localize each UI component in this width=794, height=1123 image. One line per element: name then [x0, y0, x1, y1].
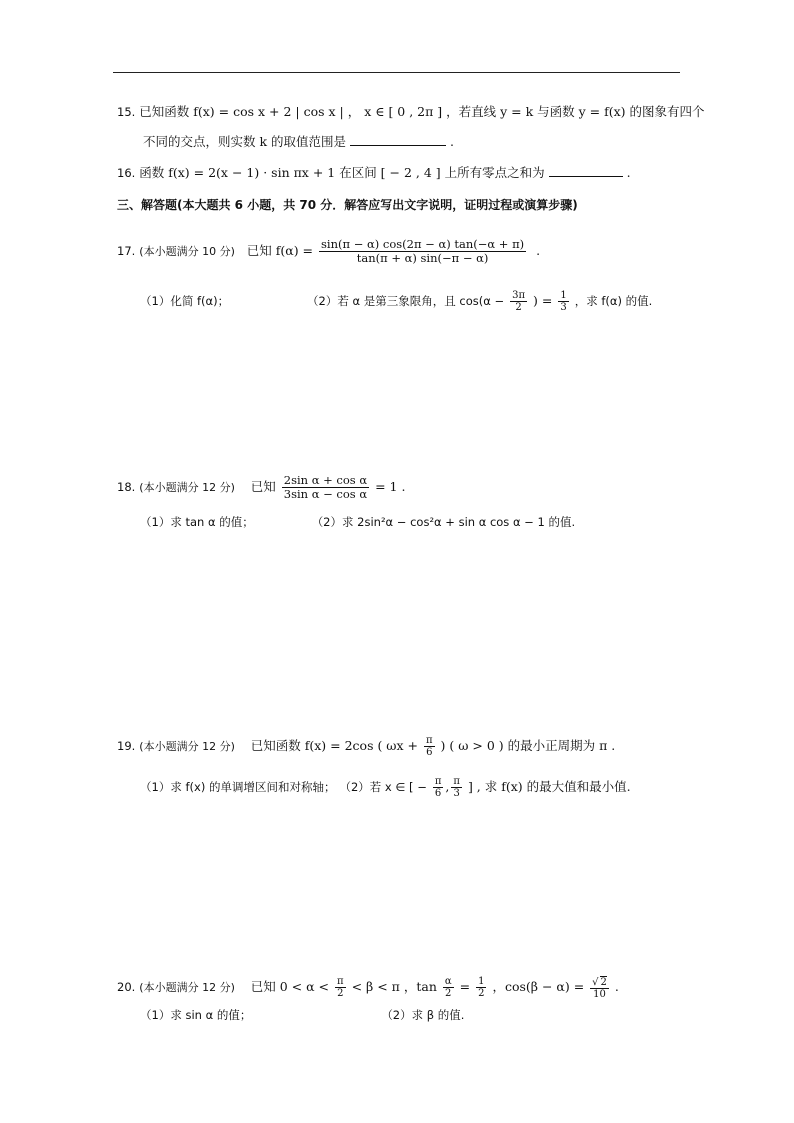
part-1: （1）求 sin α 的值； [140, 1008, 252, 1022]
question-number: 17. [117, 244, 136, 258]
question-20-parts [140, 1006, 464, 1024]
question-17-parts: （1）化简 f(α)； （2）若 α 是第三象限角，且 cos(α − $\frac{3\pi}{2}$ ) = $\frac{1}{3}$ ，求 f(α) 的值. [140, 290, 653, 313]
fraction: $\frac{\pi}{6}$ [434, 776, 442, 799]
question-20: 20. (本小题满分 12 分) 已知 0 < α < $\frac{\pi}{2}$ < β < π ，tan $\frac{\alpha}{2}$ = $\frac{1}{2}$ ，cos(β − α) = $\frac{√ 2}{10}$ . [117, 976, 619, 1000]
question-19-parts: （1）求 f(x) 的单调增区间和对称轴； （2）若 x ∈ [ − $\frac{\pi}{6}$ , $\frac{\pi}{3}$ ] , 求 f(x) 的最大值和最小值. [140, 776, 631, 799]
question-text: 已知函数 f(x) = cos x + 2 | cos x | ， x ∈ [ 0 , 2π ] ，若直线 y = k 与函数 y = f(x) 的图象有四个 [139, 104, 705, 119]
fraction: $\frac{√ 2}{10}$ [592, 976, 607, 1000]
question-text: 不同的交点，则实数 k 的取值范围是 [143, 134, 347, 149]
question-number: 16. [117, 166, 136, 180]
question-17: 17. (本小题满分 10 分) 已知 f(α) = $\frac{\sin(\pi - \alpha) \cos(2\pi - \alpha) \tan(-\alpha + \pi)}{\tan(\pi + \alpha) \sin(-\pi - \alpha)}$ . [117, 237, 541, 265]
question-18-parts [140, 513, 575, 531]
fraction: $\frac{1}{3}$ [560, 290, 567, 313]
question-15 [117, 103, 705, 121]
part-1: （1）求 f(x) 的单调增区间和对称轴； [140, 780, 336, 794]
denominator: 3sin α − cos α [283, 487, 368, 501]
question-number: 19. [117, 739, 136, 753]
question-lead: 已知 [250, 479, 276, 494]
question-19: 19. (本小题满分 12 分) 已知函数 f(x) = 2cos ( ωx + $\frac{\pi}{6}$ ) ( ω > 0 ) 的最小正周期为 π . [117, 735, 616, 758]
part-2: （2）若 α 是第三象限角，且 cos(α − [307, 294, 505, 308]
fraction [282, 474, 369, 501]
question-16: 16. 函数 f(x) = 2(x − 1) · sin πx + 1 在区间 [ − 2 , 4 ] 上所有零点之和为 . [117, 165, 631, 180]
question-18: 18. (本小题满分 12 分) 已知 $\frac{\text{2sin α + cos α}}{\text{3sin α − cos α}}$ = 1 . [117, 473, 406, 501]
fraction: $\frac{\pi}{6}$ [425, 735, 433, 758]
question-number: 15. [117, 105, 136, 119]
answer-blank[interactable] [350, 133, 446, 146]
question-number: 18. [117, 480, 136, 494]
question-number: 20. [117, 980, 136, 994]
section-heading: 三、解答题(本大题共 6 小题，共 70 分．解答应写出文字说明，证明过程或演算步骤) [117, 198, 578, 212]
score-tag: (本小题满分 12 分) [139, 481, 235, 494]
fraction: $\frac{1}{2}$ [478, 976, 485, 999]
fraction: $\frac{3\pi}{2}$ [512, 290, 526, 313]
numerator: sin(π − α) cos(2π − α) tan(−α + π) [321, 237, 525, 251]
fraction [319, 238, 526, 265]
fraction: $\frac{\alpha}{2}$ [444, 976, 452, 999]
score-tag: (本小题满分 12 分) [139, 740, 235, 753]
fraction: $\frac{\pi}{3}$ [453, 776, 460, 799]
question-text: 函数 f(x) = 2(x − 1) · sin πx + 1 在区间 [ − 2 , 4 ] 上所有零点之和为 [139, 165, 545, 180]
score-tag: (本小题满分 10 分) [139, 245, 235, 258]
question-lead: 已知 f(α) = [246, 243, 314, 258]
part-2: （2）求 2sin²α − cos²α + sin α cos α − 1 的值. [311, 515, 576, 529]
sqrt-radicand: 2 [600, 976, 607, 988]
part-1: （1）化简 f(α)； [140, 294, 230, 308]
part-2: （2）若 x ∈ [ − [339, 780, 427, 794]
question-lead: 已知 0 < α < [250, 979, 330, 994]
question-15-line2: 不同的交点，则实数 k 的取值范围是 . [143, 134, 454, 149]
fraction: $\frac{\pi}{2}$ [337, 976, 344, 999]
numerator: 2sin α + cos α [283, 473, 368, 487]
answer-blank[interactable] [549, 164, 623, 177]
header-rule [113, 72, 680, 73]
question-lead: 已知函数 f(x) = 2cos ( ωx + [250, 738, 418, 753]
part-1: （1）求 tan α 的值； [140, 515, 254, 529]
denominator: tan(π + α) sin(−π − α) [356, 251, 489, 265]
score-tag: (本小题满分 12 分) [139, 981, 235, 994]
part-2: （2）求 β 的值. [381, 1008, 465, 1022]
